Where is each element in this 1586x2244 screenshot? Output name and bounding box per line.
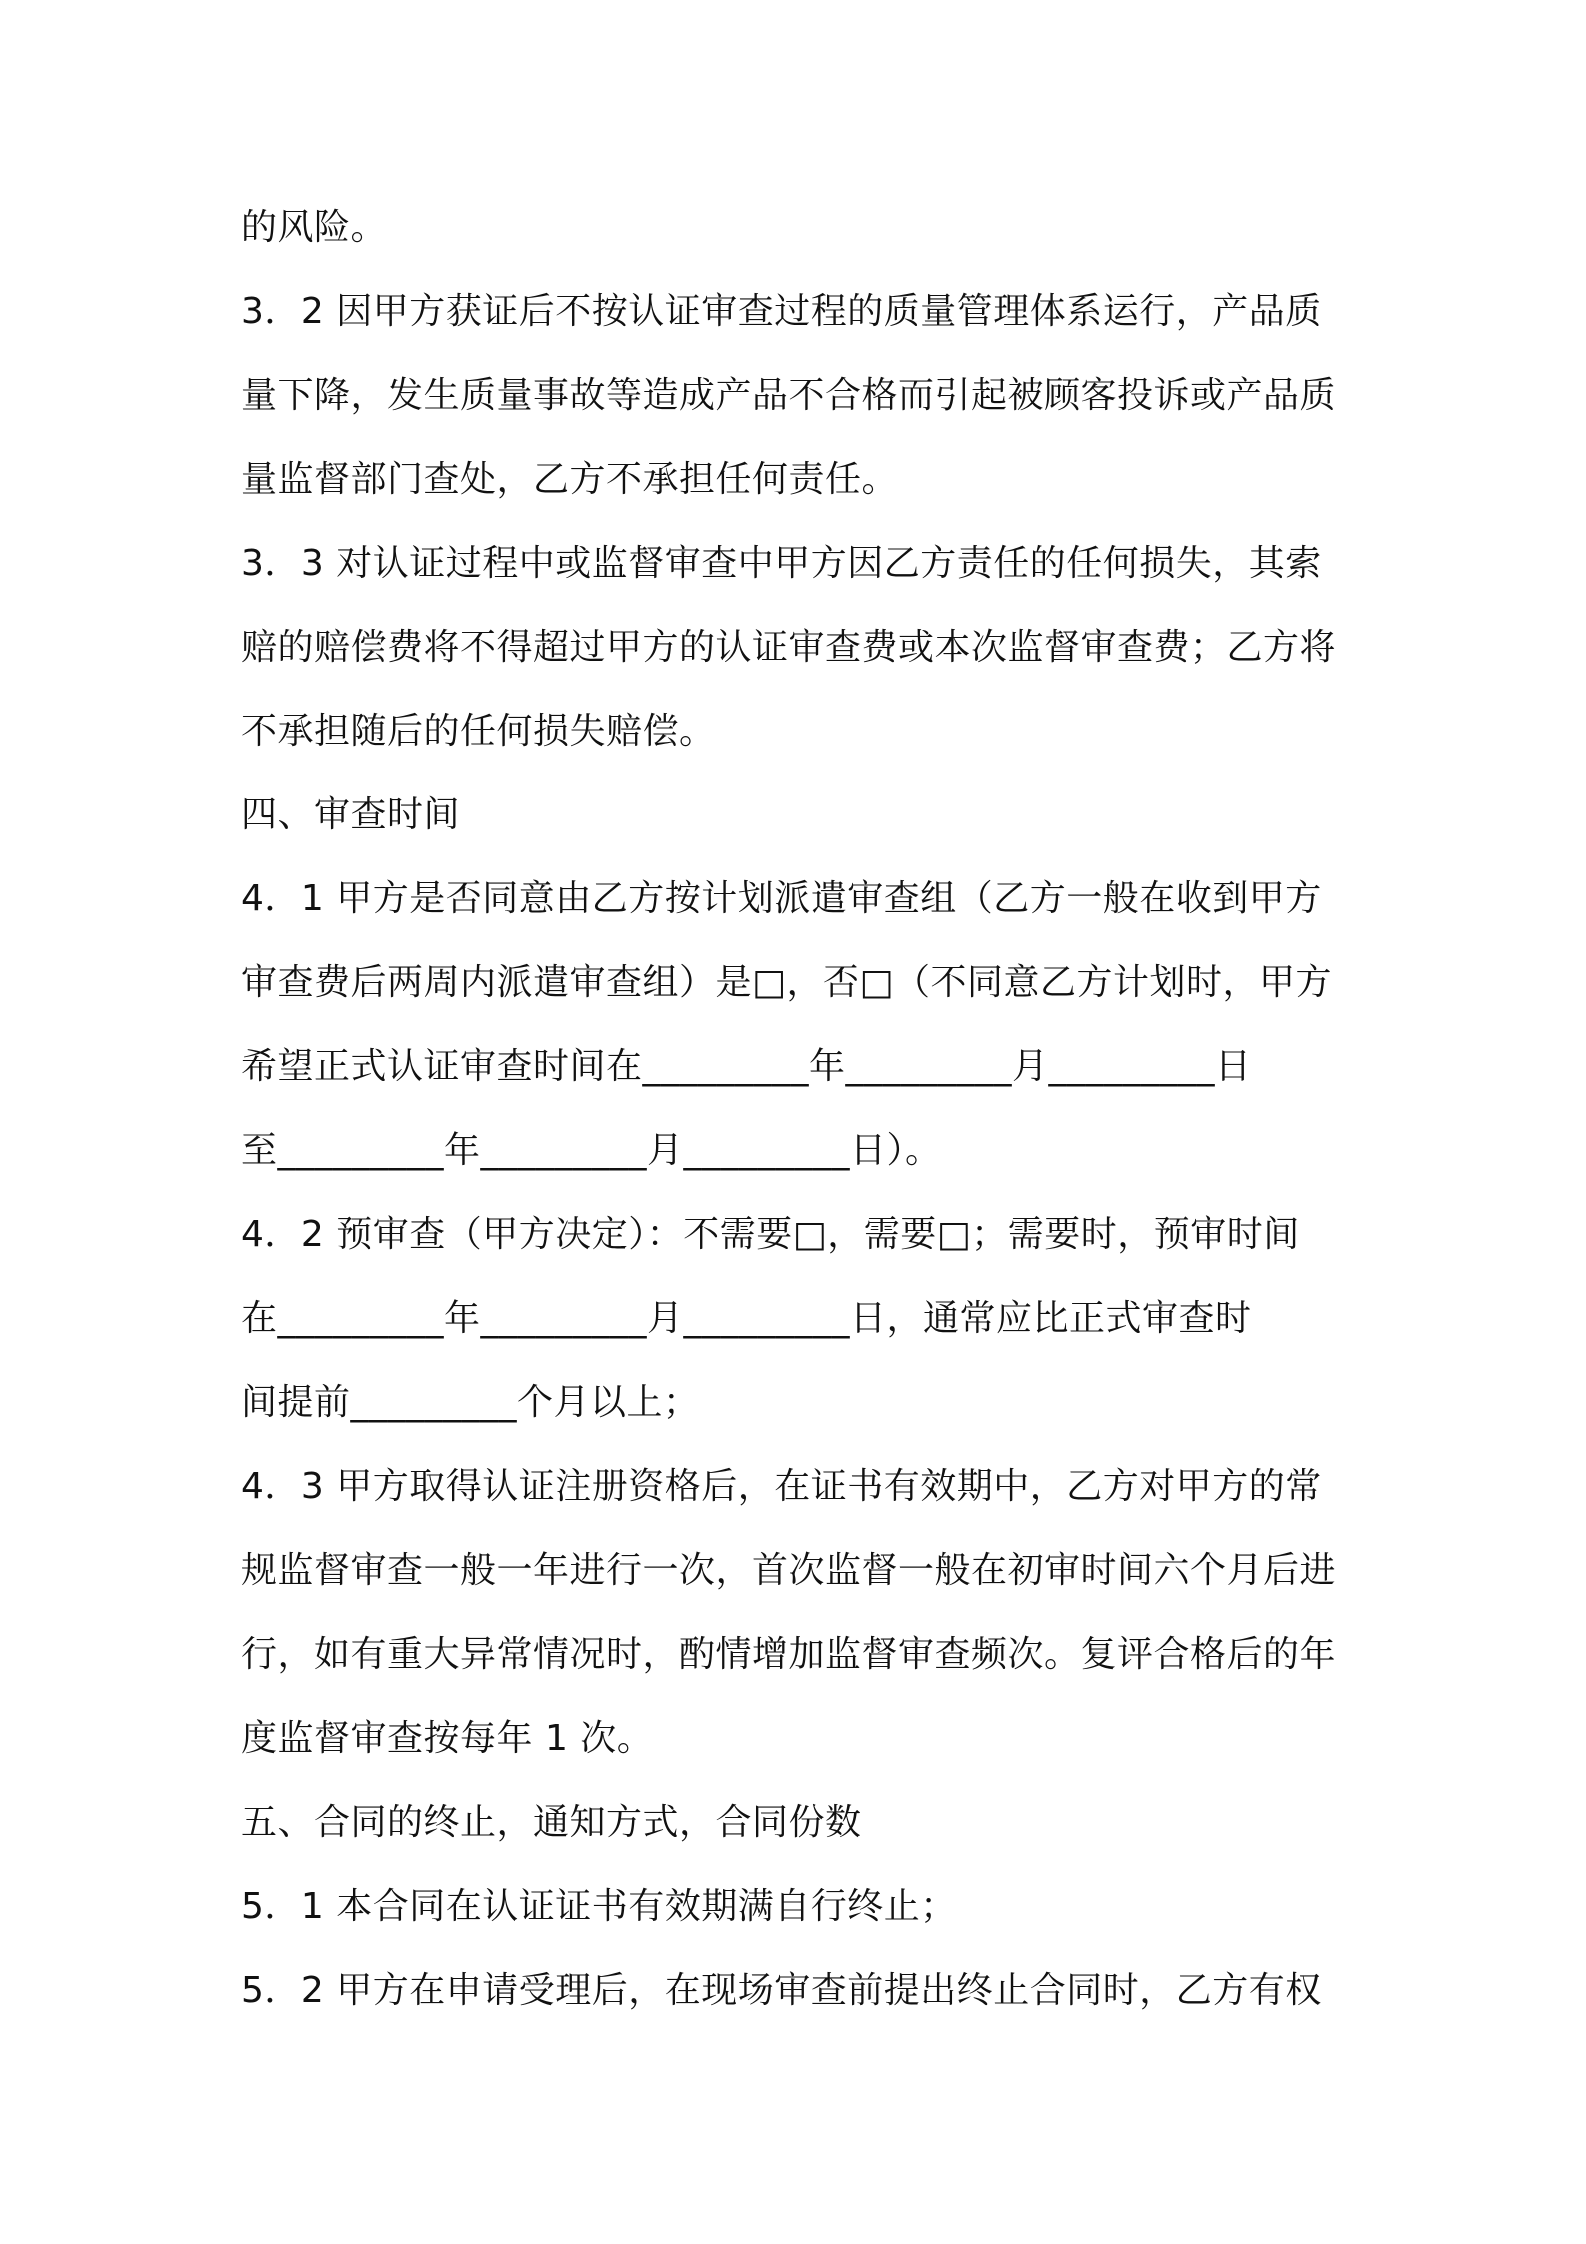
text-line: 4．2 预审查（甲方决定）：不需要□，需要□；需要时，预审时间 <box>241 1214 1300 1255</box>
text-line: 5．2 甲方在申请受理后，在现场审查前提出终止合同时，乙方有权 <box>241 1970 1322 2011</box>
text-line: 量监督部门查处，乙方不承担任何责任。 <box>241 459 899 500</box>
text-line: 行，如有重大异常情况时，酌情增加监督审查频次。复评合格后的年 <box>241 1634 1337 1675</box>
text-line: 量下降，发生质量事故等造成产品不合格而引起被顾客投诉或产品质 <box>241 375 1337 416</box>
text-line: 4．1 甲方是否同意由乙方按计划派遣审查组（乙方一般在收到甲方 <box>241 878 1322 919</box>
text-line: 3．2 因甲方获证后不按认证审查过程的质量管理体系运行，产品质 <box>241 291 1322 332</box>
text-line: 间提前_________个月以上； <box>241 1382 700 1423</box>
text-line: 度监督审查按每年 1 次。 <box>241 1718 654 1759</box>
text-line: 在_________年_________月_________日，通常应比正式审查时 <box>241 1298 1252 1339</box>
text-line: 4．3 甲方取得认证注册资格后，在证书有效期中，乙方对甲方的常 <box>241 1466 1322 1507</box>
text-line: 3．3 对认证过程中或监督审查中甲方因乙方责任的任何损失，其索 <box>241 543 1322 584</box>
text-line: 规监督审查一般一年进行一次，首次监督一般在初审时间六个月后进 <box>241 1550 1337 1591</box>
text-line: 的风险。 <box>241 207 388 248</box>
text-line: 希望正式认证审查时间在_________年_________月_________日 <box>241 1046 1252 1087</box>
text-line: 至_________年_________月_________日）。 <box>241 1130 942 1171</box>
section-heading: 五、合同的终止，通知方式，合同份数 <box>241 1802 862 1843</box>
text-line: 不承担随后的任何损失赔偿。 <box>241 711 716 752</box>
text-line: 赔的赔偿费将不得超过甲方的认证审查费或本次监督审查费；乙方将 <box>241 627 1337 668</box>
text-line: 审查费后两周内派遣审查组）是□，否□（不同意乙方计划时，甲方 <box>241 962 1333 1003</box>
text-line: 5．1 本合同在认证证书有效期满自行终止； <box>241 1886 957 1927</box>
section-heading: 四、审查时间 <box>241 794 461 835</box>
